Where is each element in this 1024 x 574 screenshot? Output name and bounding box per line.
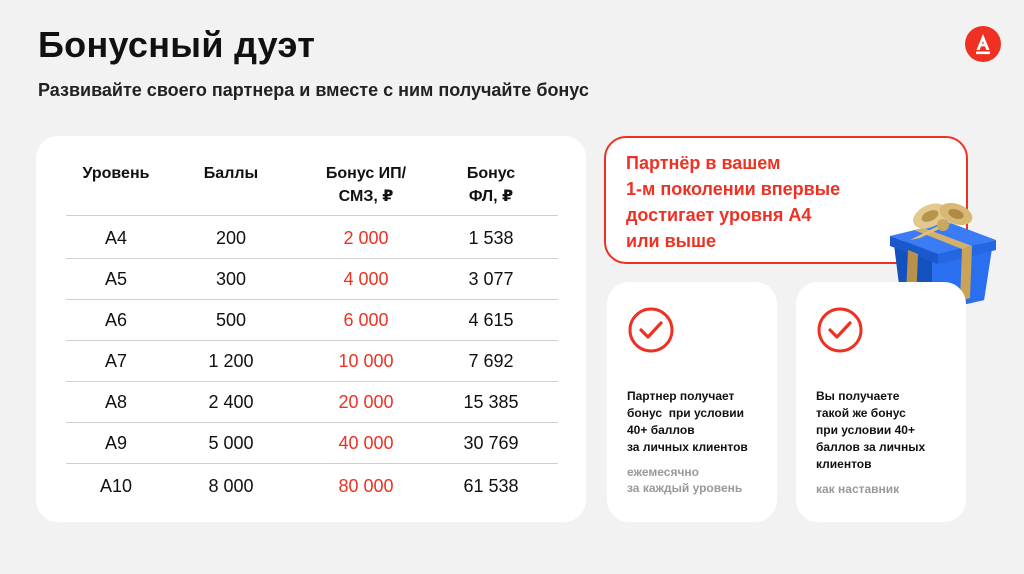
table-row <box>66 423 558 464</box>
table-header <box>66 162 558 216</box>
cell-bonus-fl: 3 077 <box>468 269 514 289</box>
card-text <box>816 388 956 473</box>
cell-bonus-ip: 10 000 <box>338 351 394 371</box>
cell-points: 2 400 <box>208 392 254 412</box>
header-level: Уровень <box>82 165 150 182</box>
promo-line: достигает уровня А4 <box>626 205 812 225</box>
table-row <box>66 259 558 300</box>
check-circle-icon <box>627 306 675 354</box>
page-title: Бонусный дуэт <box>38 24 316 65</box>
card-text <box>627 388 767 456</box>
cell-level: А9 <box>104 433 128 453</box>
cell-level: А6 <box>104 310 128 330</box>
check-circle-icon <box>816 306 864 354</box>
card-line: бонус при условии <box>627 406 744 420</box>
card-line: за личных клиентов <box>627 440 748 454</box>
cell-level: А4 <box>104 228 128 248</box>
card-note <box>627 464 767 496</box>
promo-text <box>626 150 886 254</box>
cell-points: 5 000 <box>208 433 254 453</box>
page-subtitle: Развивайте своего партнера и вместе с ним получайте бонус <box>38 80 589 100</box>
alfa-logo-icon <box>965 26 1001 62</box>
card-line: баллов за личных <box>816 440 926 454</box>
cell-bonus-fl: 7 692 <box>468 351 514 371</box>
cell-level: А5 <box>104 269 128 289</box>
header-bonus-ip <box>306 162 426 208</box>
header-bonus-fl-line1: Бонус <box>466 165 516 182</box>
card-line: при условии 40+ <box>816 423 915 437</box>
cell-level: А8 <box>104 392 128 412</box>
promo-line: 1-м поколении впервые <box>626 179 841 199</box>
note-line: как наставник <box>816 482 900 496</box>
card-line: такой же бонус <box>816 406 906 420</box>
cell-points: 500 <box>215 310 247 330</box>
table-row <box>66 341 558 382</box>
cell-bonus-ip: 20 000 <box>338 392 394 412</box>
table-row <box>66 466 558 507</box>
cell-points: 300 <box>215 269 247 289</box>
card-line: 40+ баллов <box>627 423 695 437</box>
cell-bonus-ip: 40 000 <box>338 433 394 453</box>
header-bonus-fl-line2: ФЛ, ₽ <box>468 188 514 205</box>
cell-bonus-ip: 2 000 <box>343 228 389 248</box>
header-bonus-ip-line1: Бонус ИП/ <box>325 165 407 182</box>
promo-line: Партнёр в вашем <box>626 153 781 173</box>
table-row <box>66 300 558 341</box>
cell-bonus-ip: 80 000 <box>338 476 394 496</box>
mentor-bonus-card <box>796 282 966 522</box>
promo-line: или выше <box>626 231 717 251</box>
cell-points: 8 000 <box>208 476 254 496</box>
card-line: Партнер получает <box>627 389 735 403</box>
bonus-table <box>36 136 586 522</box>
note-line: за каждый уровень <box>627 481 743 495</box>
cell-bonus-fl: 61 538 <box>463 476 519 496</box>
cell-bonus-fl: 4 615 <box>468 310 514 330</box>
header-points: Баллы <box>203 165 259 182</box>
card-note <box>816 481 956 497</box>
table-row <box>66 382 558 423</box>
table-row <box>66 218 558 259</box>
note-line: ежемесячно <box>627 465 699 479</box>
cell-bonus-fl: 30 769 <box>463 433 519 453</box>
header-bonus-ip-line2: СМЗ, ₽ <box>338 188 394 205</box>
card-line: Вы получаете <box>816 389 900 403</box>
cell-bonus-fl: 15 385 <box>463 392 519 412</box>
partner-bonus-card <box>607 282 777 522</box>
cell-points: 1 200 <box>208 351 254 371</box>
cell-bonus-fl: 1 538 <box>468 228 514 248</box>
cell-level: А10 <box>99 476 133 496</box>
cell-bonus-ip: 4 000 <box>343 269 389 289</box>
cell-level: А7 <box>104 351 128 371</box>
card-line: клиентов <box>816 457 872 471</box>
cell-bonus-ip: 6 000 <box>343 310 389 330</box>
cell-points: 200 <box>215 228 247 248</box>
header-bonus-fl <box>436 162 546 208</box>
